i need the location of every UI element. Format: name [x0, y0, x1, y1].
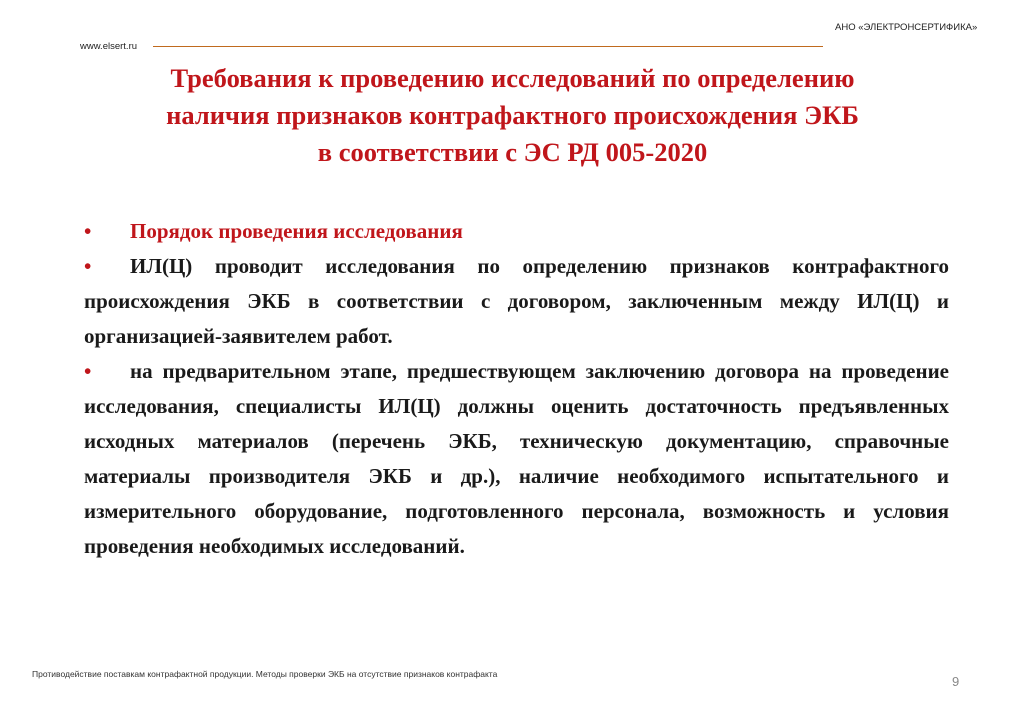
title-line-2: наличия признаков контрафактного происхождения ЭКБ	[166, 100, 859, 130]
bullet-text: ИЛ(Ц) проводит исследования по определению признаков контрафактного происхождения ЭКБ в соответствии с договором, заключенным между ИЛ(Ц) и организацией-заявителем работ.	[84, 254, 949, 348]
slide-title	[60, 60, 965, 171]
organization-name: АНО «ЭЛЕКТРОНСЕРТИФИКА»	[835, 22, 978, 33]
header-rule	[153, 46, 823, 47]
title-line-3: в соответствии с ЭС РД 005-2020	[317, 137, 708, 167]
footer-text: Противодействие поставкам контрафактной продукции. Методы проверки ЭКБ на отсутствие признаков контрафакта	[32, 669, 498, 679]
title-line-1: Требования к проведению исследований по определению	[170, 63, 855, 93]
bullet-marker: •	[84, 254, 92, 278]
bullet-item	[84, 354, 949, 564]
bullet-marker: •	[84, 359, 92, 383]
bullet-list	[84, 214, 949, 564]
bullet-item-heading	[84, 214, 949, 249]
section-heading: Порядок проведения исследования	[130, 219, 463, 243]
bullet-marker: •	[84, 219, 92, 243]
website-url: www.elsert.ru	[80, 41, 138, 52]
bullet-item	[84, 249, 949, 354]
page-number: 9	[952, 674, 960, 689]
bullet-text: на предварительном этапе, предшествующем заключению договора на проведение исследования, специалисты ИЛ(Ц) должны оценить достаточность предъявленных исходных материалов (перечень ЭКБ, техническую документацию, справочные материалы производителя ЭКБ и др.), наличие необходимого испытательного и измерительного оборудование, подготовленного персонала, возможность и условия проведения необходимых исследований.	[84, 359, 949, 558]
